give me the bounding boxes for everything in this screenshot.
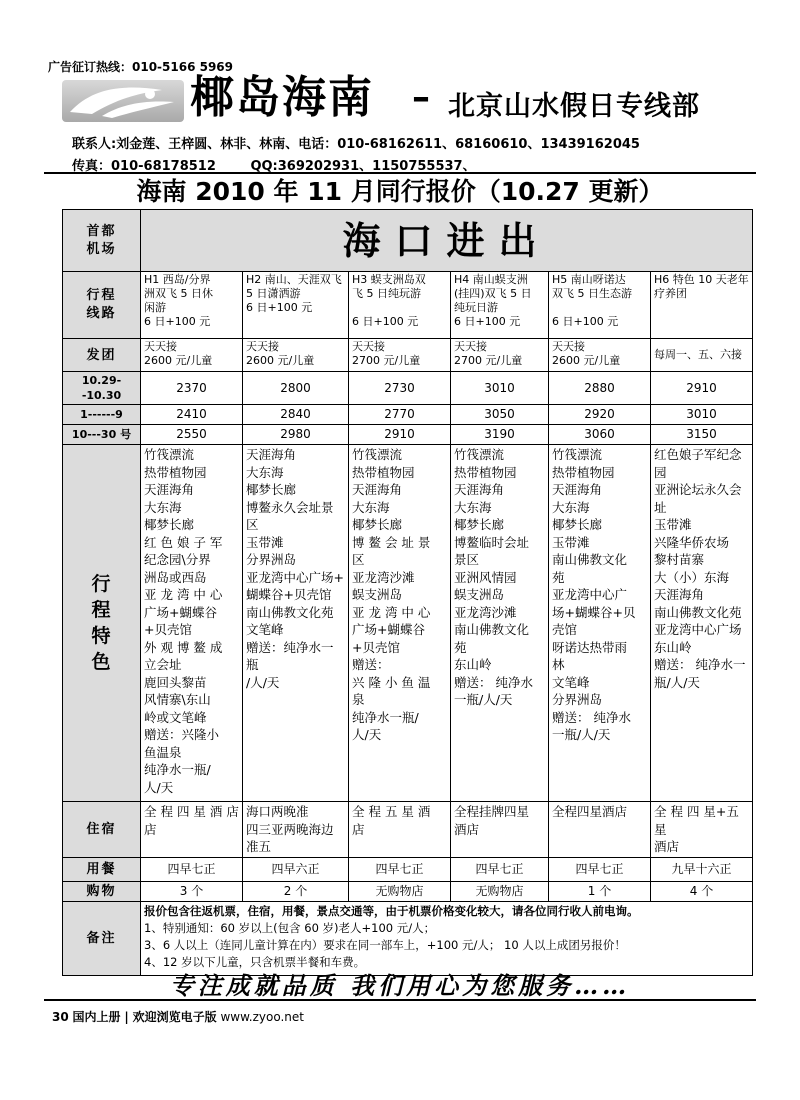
cell-line: 纯净水一瓶/ — [352, 709, 419, 725]
cell-line: 纯净水一瓶/ — [144, 762, 211, 777]
cell-line: H6 特色 10 天老年 — [654, 273, 749, 286]
cell-line: 南山佛教文化 — [454, 622, 530, 637]
cell-line: 东山岭 — [654, 639, 692, 655]
hotel-cell — [243, 802, 349, 858]
shop-label: 购物 — [63, 881, 141, 901]
shop-cell: 1 个 — [549, 881, 651, 901]
cell-line: 每周一、五、六接 — [654, 348, 742, 361]
route-cell — [349, 272, 451, 339]
cell-line: 玉带滩 — [552, 534, 590, 550]
cell-line: 6 日+100 元 — [352, 315, 419, 328]
cell-line: 椰梦长廊 — [454, 517, 505, 532]
cell-line: 人/天 — [352, 727, 382, 742]
cell-line: 文笔峰 — [552, 674, 590, 690]
cell-line — [552, 301, 647, 315]
meal-cell: 四早七正 — [349, 857, 451, 881]
cell-line: 红 色 娘 子 军 — [144, 534, 223, 550]
cell-line: 酒店 — [654, 839, 680, 854]
cell-line: 椰梦长廊 — [352, 517, 403, 532]
cell-line: 赠送：兴隆小 — [144, 727, 220, 742]
route-cell — [651, 272, 753, 339]
cell-line: 场+蝴蝶谷+贝 — [552, 604, 636, 620]
cell-line: 大东海 — [144, 499, 182, 515]
cell-line: /人/天 — [246, 674, 280, 690]
hotel-cell — [651, 802, 753, 858]
meal-row — [63, 857, 753, 881]
cell-line: 苑 — [454, 639, 467, 655]
cell-line: 兴 隆 小 鱼 温 — [352, 674, 431, 690]
browse-text: 欢迎浏览电子版 — [132, 1010, 217, 1024]
footer-url[interactable]: www.zyoo.net — [220, 1010, 304, 1024]
meal-label: 用餐 — [63, 857, 141, 881]
cell-line: 区 — [352, 552, 365, 567]
cell-line: 2600 元/儿童 — [246, 354, 315, 367]
note-line: 3、6 人以上（连同儿童计算在内）要求在同一部车上，+100 元/人； 10 人以上成团另报价！ — [144, 937, 626, 952]
cell-line: 天涯海角 — [246, 447, 297, 462]
price-row — [63, 425, 753, 445]
depart-cell — [349, 339, 451, 372]
cell-line: 文笔峰 — [246, 622, 284, 637]
cell-line: 椰梦长廊 — [144, 517, 195, 532]
cell-line: 大东海 — [352, 499, 390, 515]
cell-line: +贝壳馆 — [352, 639, 400, 655]
cell-line: 6 日+100 元 — [246, 301, 313, 314]
cell-line: 赠送： 纯净水一 — [654, 657, 746, 672]
cell-line: 全 程 四 星 酒 店 — [144, 804, 239, 819]
cell-line: 玉带滩 — [654, 517, 692, 532]
cell-line: 赠送： 纯净水 — [454, 674, 533, 690]
feature-cell — [549, 445, 651, 802]
cell-line: 全程挂牌四星 — [454, 804, 530, 819]
cell-line: 天天接 — [552, 340, 585, 353]
cell-line: 岭或文笔峰 — [144, 709, 207, 725]
shop-cell: 4 个 — [651, 881, 753, 901]
depart-cell — [141, 339, 243, 372]
note-line: 1、特别通知：60 岁以上(包含 60 岁)老人+100 元/人； — [144, 920, 436, 935]
hotel-row — [63, 802, 753, 858]
cell-line: 四三亚两晚海边 — [246, 821, 334, 837]
cell-line: 纪念园\分界 — [144, 552, 211, 567]
fax-number: 传真：010-68178512 — [72, 159, 216, 174]
price-row — [63, 405, 753, 425]
price-cell: 2980 — [243, 425, 349, 445]
cell-line: 竹筏漂流 — [144, 447, 195, 462]
cell-line: 亚龙湾沙滩 — [352, 569, 415, 585]
cell-line: +贝壳馆 — [144, 622, 192, 637]
cell-line: 大（小）东海 — [654, 569, 730, 585]
hotel-cell — [549, 802, 651, 858]
cell-line: 蜈支洲岛 — [454, 587, 505, 602]
cell-line: 南山佛教文化 — [552, 552, 628, 567]
note-line: 报价包含往返机票，住宿，用餐，景点交通等，由于机票价格变化较大，请各位同行收人前电询。 — [144, 903, 639, 918]
cell-line: 南山佛教文化苑 — [246, 604, 334, 620]
cell-line: 纯玩日游 — [454, 301, 498, 314]
shop-cell: 无购物店 — [451, 881, 549, 901]
depart-cell — [451, 339, 549, 372]
meal-cell: 四早六正 — [243, 857, 349, 881]
hotel-cell — [451, 802, 549, 858]
shop-row — [63, 881, 753, 901]
cell-line: 东山岭 — [454, 657, 492, 672]
price-cell: 3150 — [651, 425, 753, 445]
cell-line: 双飞 5 日生态游 — [552, 287, 632, 300]
note-label: 备注 — [63, 901, 141, 975]
cell-line: 椰梦长廊 — [552, 517, 603, 532]
cell-line: 天涯海角 — [552, 482, 603, 497]
cell-line: 红色娘子军纪念 — [654, 447, 742, 462]
cell-line: 分界洲岛 — [552, 692, 603, 707]
cell-line: 博鳌永久会址景 — [246, 499, 334, 515]
feature-label: 行程特色 — [63, 445, 141, 802]
ad-hotline: 广告征订热线：010-5166 5969 — [48, 60, 234, 74]
note-line: 4、12 岁以下儿童，只含机票半餐和车费。 — [144, 954, 366, 969]
contact-info: 联系人:刘金莲、王梓圆、林非、林南、电话：010-68162611、68160610、13439162045 — [72, 137, 640, 152]
note-cell — [141, 901, 753, 975]
hotel-label: 住宿 — [63, 802, 141, 858]
price-cell: 2550 — [141, 425, 243, 445]
cell-line: 蜈支洲岛 — [352, 587, 403, 602]
cell-line: 2700 元/儿童 — [454, 354, 523, 367]
route-banner: 海口进出 — [141, 210, 753, 272]
brand-logo-icon — [62, 80, 184, 122]
volume-name: 国内上册 — [72, 1010, 121, 1024]
cell-line: 全 程 五 星 酒 — [352, 804, 431, 819]
cell-line: 博鳌临时会址 — [454, 534, 530, 550]
cell-line: 亚洲风情园 — [454, 569, 517, 585]
cell-line: 闲游 — [144, 301, 166, 314]
cell-line: H2 南山、天涯双飞 — [246, 273, 342, 286]
cell-line: 广场+蝴蝶谷 — [352, 622, 425, 637]
brand-name: 椰岛海南 — [190, 72, 374, 123]
meal-cell: 四早七正 — [451, 857, 549, 881]
price-cell: 3050 — [451, 405, 549, 425]
cell-line: 黎村苗寨 — [654, 552, 705, 567]
route-cell — [141, 272, 243, 339]
brand-dash: – — [412, 77, 430, 118]
shop-cell: 无购物店 — [349, 881, 451, 901]
cell-line: 竹筏漂流 — [552, 447, 603, 462]
depart-cell — [651, 339, 753, 372]
cell-line: 亚洲论坛永久会 — [654, 482, 742, 497]
cell-line: 瓶/人/天 — [654, 674, 700, 690]
cell-line: 广场+蝴蝶谷 — [144, 604, 217, 620]
cell-line: 呀诺达热带雨 — [552, 639, 628, 655]
cell-line: 景区 — [454, 552, 480, 567]
cell-line: 天天接 — [454, 340, 487, 353]
cell-line: H4 南山蜈支洲 — [454, 273, 528, 286]
cell-line: 南山佛教文化苑 — [654, 604, 742, 620]
airport-row — [63, 210, 753, 272]
meal-cell: 九早十六正 — [651, 857, 753, 881]
cell-line: 2600 元/儿童 — [144, 354, 213, 367]
cell-line: 天涯海角 — [144, 482, 195, 497]
price-period-label: 10.29--10.30 — [63, 372, 141, 405]
cell-line: 5 日潇洒游 — [246, 287, 301, 300]
shop-cell: 2 个 — [243, 881, 349, 901]
route-row — [63, 272, 753, 339]
cell-line: 区 — [246, 517, 259, 532]
department-name: 北京山水假日专线部 — [448, 91, 700, 122]
footer-separator: | — [124, 1010, 129, 1024]
cell-line: 苑 — [552, 569, 565, 585]
price-cell: 3190 — [451, 425, 549, 445]
cell-line: 一瓶/人/天 — [454, 692, 513, 707]
cell-line: 亚龙湾沙滩 — [454, 604, 517, 620]
price-cell: 2920 — [549, 405, 651, 425]
cell-line: 大东海 — [246, 464, 284, 480]
cell-line: 大东海 — [552, 499, 590, 515]
cell-line: 一瓶/人/天 — [552, 727, 611, 742]
page-number: 30 — [52, 1010, 69, 1024]
cell-line: 竹筏漂流 — [352, 447, 403, 462]
cell-line: 天天接 — [246, 340, 279, 353]
price-table — [62, 209, 753, 976]
cell-line: H5 南山呀诺达 — [552, 273, 626, 286]
cell-line: 林 — [552, 657, 565, 672]
route-label: 行程线路 — [63, 272, 141, 339]
cell-line: 准五 — [246, 839, 272, 854]
price-cell: 3010 — [451, 372, 549, 405]
cell-line: 洲双飞 5 日休 — [144, 287, 213, 300]
price-cell: 2770 — [349, 405, 451, 425]
cell-line: 外 观 博 鳌 成 — [144, 639, 223, 655]
feature-cell — [243, 445, 349, 802]
slogan: 专注成就品质 我们用心为您服务…… — [169, 971, 631, 1000]
price-cell: 2910 — [651, 372, 753, 405]
cell-line: 椰梦长廊 — [246, 482, 297, 497]
price-cell: 3060 — [549, 425, 651, 445]
cell-line: 2700 元/儿童 — [352, 354, 421, 367]
cell-line: 园 — [654, 464, 667, 480]
qq-numbers: QQ:369202931、1150755537、 — [250, 159, 476, 174]
price-cell: 2840 — [243, 405, 349, 425]
cell-line: 飞 5 日纯玩游 — [352, 287, 421, 300]
price-cell: 2370 — [141, 372, 243, 405]
cell-line: 海口两晚准 — [246, 804, 309, 819]
cell-line: 兴隆华侨农场 — [654, 534, 730, 550]
cell-line: 壳馆 — [552, 622, 578, 637]
price-cell: 2880 — [549, 372, 651, 405]
page-footer — [52, 1008, 304, 1025]
cell-line: 6 日+100 元 — [454, 315, 521, 328]
cell-line: 天天接 — [144, 340, 177, 353]
cell-line: 大东海 — [454, 499, 492, 515]
feature-cell — [141, 445, 243, 802]
price-cell: 2730 — [349, 372, 451, 405]
shop-cell: 3 个 — [141, 881, 243, 901]
cell-line — [352, 301, 447, 315]
cell-line: 亚龙湾中心广 — [552, 587, 628, 602]
depart-row — [63, 339, 753, 372]
route-cell — [549, 272, 651, 339]
page-title: 海南 2010 年 11 月同行报价（10.27 更新） — [136, 177, 664, 206]
cell-line: 赠送： 纯净水 — [552, 709, 631, 725]
cell-line: 鱼温泉 — [144, 744, 182, 760]
cell-line: 蝴蝶谷+贝壳馆 — [246, 587, 332, 602]
note-row — [63, 901, 753, 975]
feature-row — [63, 445, 753, 802]
cell-line: 人/天 — [144, 779, 174, 795]
cell-line: 店 — [352, 821, 365, 837]
cell-line: 天天接 — [352, 340, 385, 353]
hotel-cell — [141, 802, 243, 858]
footer-divider — [44, 999, 756, 1001]
route-cell — [243, 272, 349, 339]
cell-line: 玉带滩 — [246, 534, 284, 550]
depart-cell — [549, 339, 651, 372]
price-period-label: 10---30 号 — [63, 425, 141, 445]
cell-line: 6 日+100 元 — [144, 315, 211, 328]
cell-line: 疗养团 — [654, 287, 687, 300]
cell-line: 热带植物园 — [144, 464, 207, 480]
cell-line: 亚龙湾中心广场 — [654, 622, 742, 637]
price-cell: 2800 — [243, 372, 349, 405]
cell-line: 天涯海角 — [654, 587, 705, 602]
feature-cell — [349, 445, 451, 802]
cell-line: 全程四星酒店 — [552, 804, 628, 819]
cell-line: 亚 龙 湾 中 心 — [352, 604, 431, 620]
meal-cell: 四早七正 — [141, 857, 243, 881]
cell-line: 竹筏漂流 — [454, 447, 505, 462]
price-row — [63, 372, 753, 405]
feature-cell — [451, 445, 549, 802]
cell-line: 热带植物园 — [552, 464, 615, 480]
cell-line: H3 蜈支洲岛双 — [352, 273, 426, 286]
cell-line: 赠送： — [352, 657, 390, 672]
cell-line: 址 — [654, 499, 667, 515]
hotel-cell — [349, 802, 451, 858]
price-cell: 3010 — [651, 405, 753, 425]
cell-line: 泉 — [352, 692, 365, 707]
cell-line: 赠送：纯净水一瓶 — [246, 639, 334, 672]
cell-line: 洲岛或西岛 — [144, 569, 207, 585]
cell-line: 酒店 — [454, 821, 480, 837]
route-cell — [451, 272, 549, 339]
cell-line: H1 西岛/分界 — [144, 273, 211, 286]
cell-line: 风情寨\东山 — [144, 692, 211, 707]
cell-line: 天涯海角 — [454, 482, 505, 497]
depart-cell — [243, 339, 349, 372]
cell-line: 热带植物园 — [454, 464, 517, 480]
cell-line: 分界洲岛 — [246, 552, 297, 567]
price-period-label: 1------9 — [63, 405, 141, 425]
cell-line: 亚 龙 湾 中 心 — [144, 587, 223, 602]
cell-line: 6 日+100 元 — [552, 315, 619, 328]
cell-line: 热带植物园 — [352, 464, 415, 480]
cell-line: 鹿回头黎苗 — [144, 674, 207, 690]
cell-line: 立会址 — [144, 657, 182, 672]
depart-label: 发团 — [63, 339, 141, 372]
cell-line: 全 程 四 星+五 星 — [654, 804, 739, 837]
price-cell: 2410 — [141, 405, 243, 425]
cell-line: (挂四)双飞 5 日 — [454, 287, 532, 300]
cell-line: 亚龙湾中心广场+ — [246, 569, 344, 585]
meal-cell: 四早七正 — [549, 857, 651, 881]
feature-cell — [651, 445, 753, 802]
cell-line: 天涯海角 — [352, 482, 403, 497]
airport-label: 首都机场 — [63, 210, 141, 272]
cell-line: 博 鳌 会 址 景 — [352, 534, 431, 550]
price-cell: 2910 — [349, 425, 451, 445]
cell-line: 2600 元/儿童 — [552, 354, 621, 367]
cell-line: 店 — [144, 821, 157, 837]
